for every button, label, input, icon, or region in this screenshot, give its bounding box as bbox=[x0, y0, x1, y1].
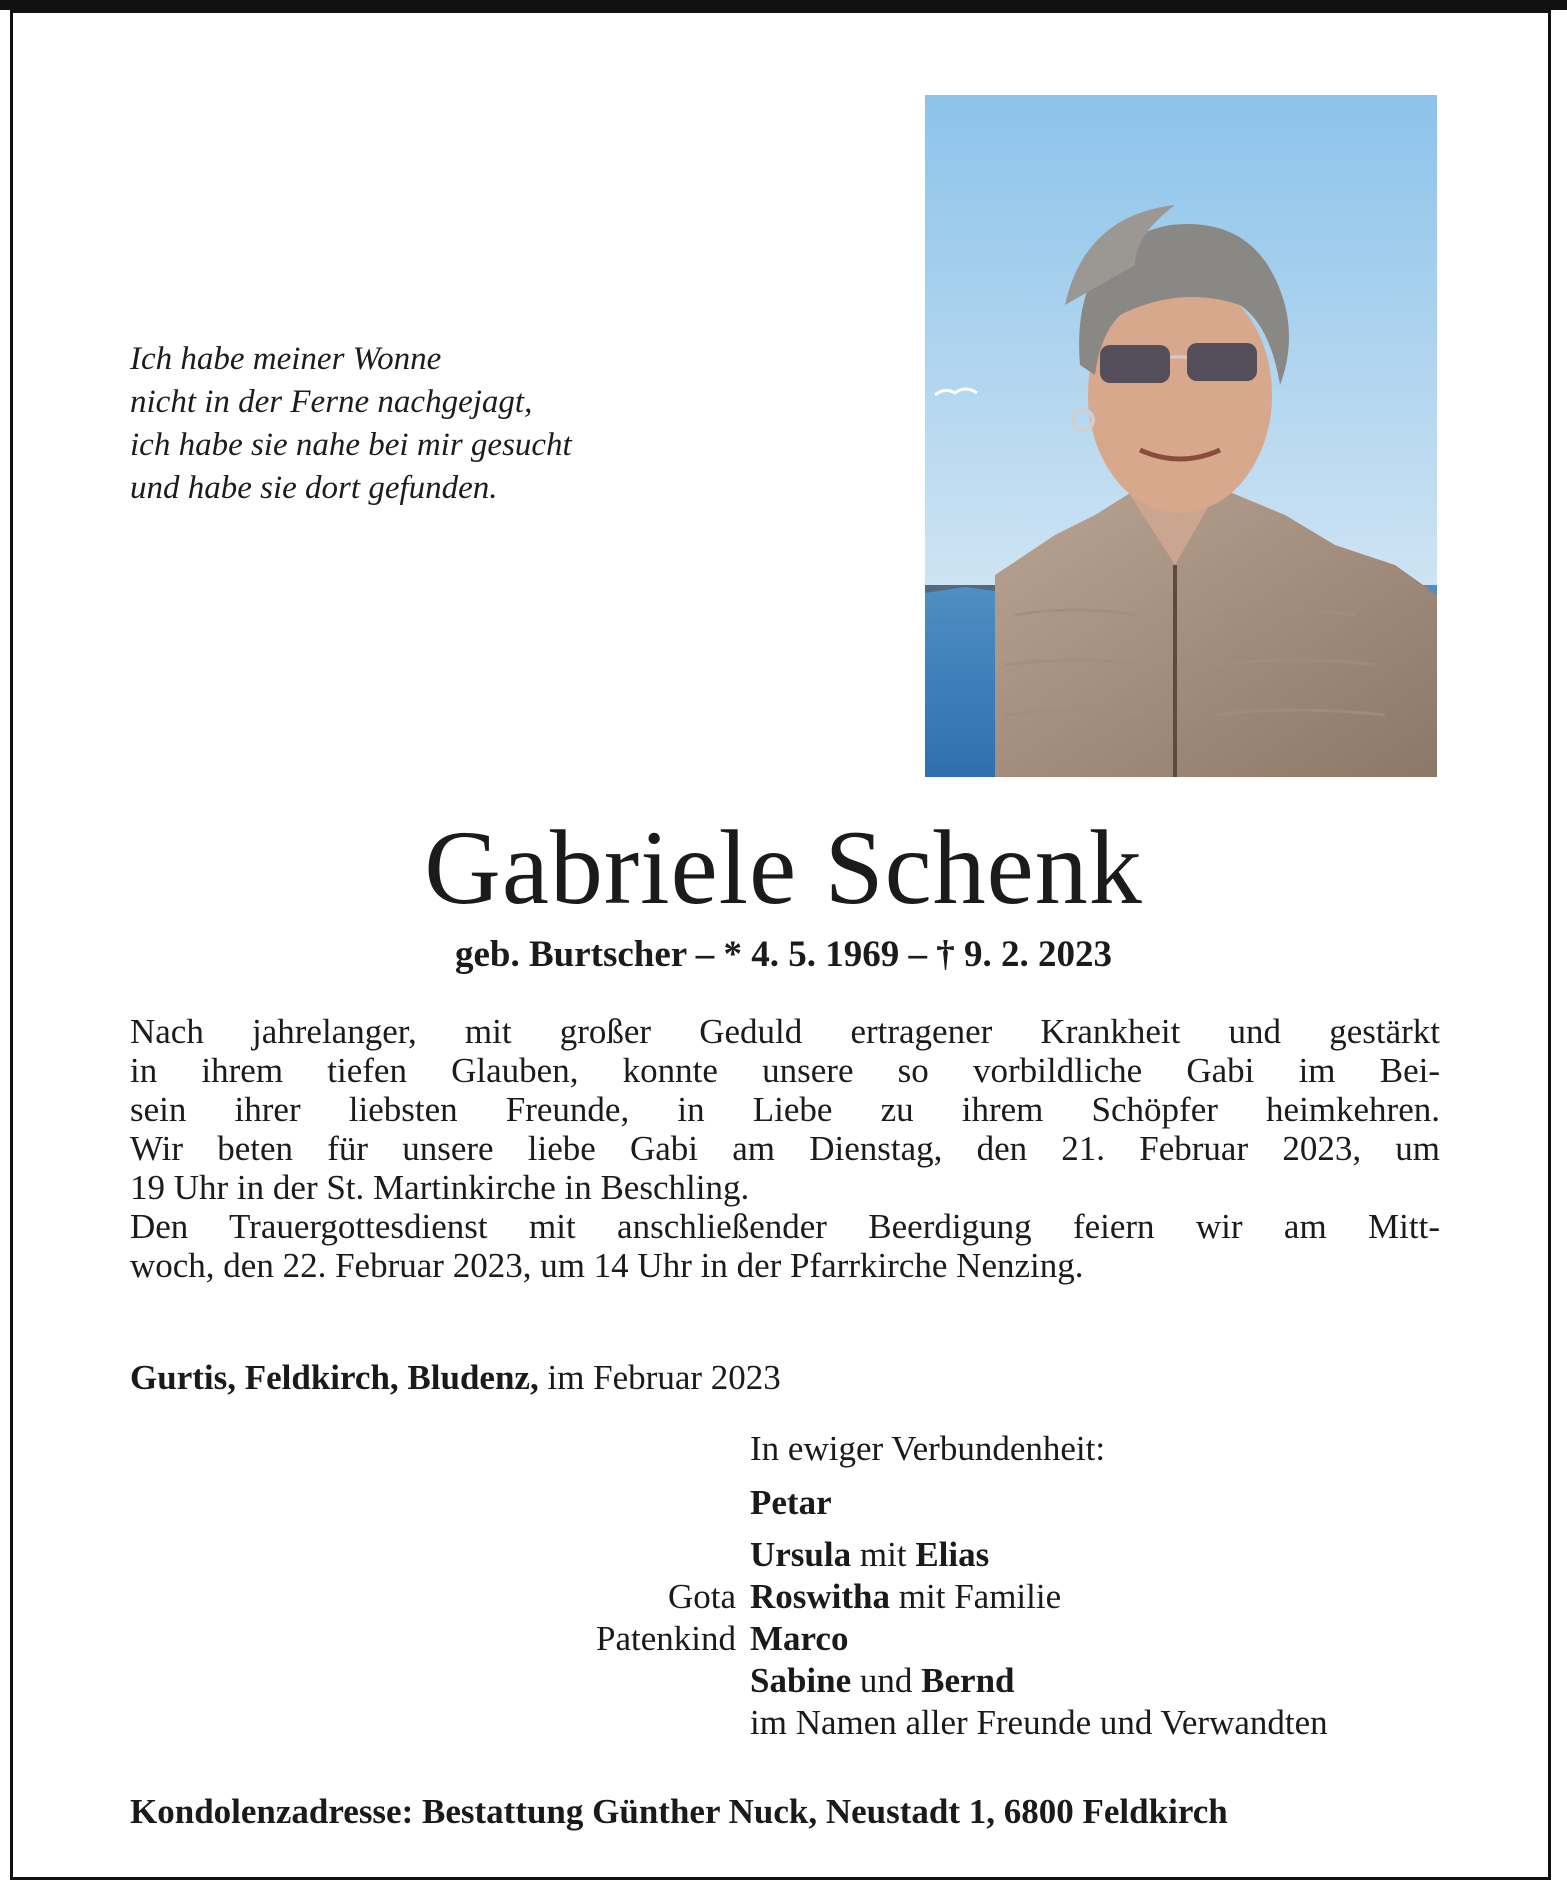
text-line: woch, den 22. Februar 2023, um 14 Uhr in der Pfarrkirche Nenzing. bbox=[130, 1246, 1084, 1285]
text-line: 19 Uhr in der St. Martinkirche in Beschling. bbox=[130, 1168, 750, 1207]
connector-mit-familie: mit Familie bbox=[898, 1577, 1062, 1616]
poem-line: nicht in der Ferne nachgejagt, bbox=[130, 384, 533, 420]
text-line: in ihrem tiefen Glauben, konnte unsere so vorbildliche Gabi im Bei- bbox=[130, 1051, 1440, 1090]
poem bbox=[130, 338, 572, 510]
text-line: Nach jahrelanger, mit großer Geduld ertragener Krankheit und gestärkt bbox=[130, 1012, 1440, 1051]
signer-elias: Elias bbox=[915, 1535, 990, 1574]
connector-mit: mit bbox=[859, 1535, 907, 1574]
birth-death-line: geb. Burtscher – * 4. 5. 1969 – † 9. 2. 2023 bbox=[454, 934, 1113, 975]
signer-sabine: Sabine bbox=[750, 1661, 852, 1700]
text-line: Den Trauergottesdienst mit anschließender Beerdigung feiern wir am Mitt- bbox=[130, 1207, 1440, 1246]
place-date-text: im Februar 2023 bbox=[547, 1358, 781, 1397]
label-patenkind: Patenkind bbox=[596, 1619, 736, 1658]
condolence-address: Kondolenzadresse: Bestattung Günther Nuck, Neustadt 1, 6800 Feldkirch bbox=[130, 1792, 1228, 1831]
text-line: sein ihrer liebsten Freunde, in Liebe zu ihrem Schöpfer heimkehren. bbox=[130, 1090, 1440, 1129]
signer-petar: Petar bbox=[750, 1483, 832, 1522]
signature-block bbox=[130, 1428, 1470, 1744]
place-towns: Gurtis, Feldkirch, Bludenz, bbox=[130, 1358, 539, 1397]
signer-roswitha: Roswitha bbox=[750, 1577, 891, 1616]
signer-marco: Marco bbox=[750, 1619, 849, 1658]
signer-ursula: Ursula bbox=[750, 1535, 852, 1574]
signature-intro: In ewiger Verbundenheit: bbox=[750, 1429, 1106, 1468]
poem-line: ich habe sie nahe bei mir gesucht bbox=[130, 427, 572, 463]
poem-line: Ich habe meiner Wonne bbox=[130, 341, 442, 377]
signature-closing: im Namen aller Freunde und Verwandten bbox=[750, 1703, 1328, 1742]
deceased-name: Gabriele Schenk bbox=[424, 809, 1143, 926]
portrait-photo bbox=[925, 95, 1437, 777]
announcement-text bbox=[130, 1012, 1440, 1285]
connector-und: und bbox=[859, 1661, 913, 1700]
place-date bbox=[130, 1356, 781, 1400]
poem-line: und habe sie dort gefunden. bbox=[130, 470, 498, 506]
signer-bernd: Bernd bbox=[921, 1661, 1015, 1700]
label-gota: Gota bbox=[667, 1577, 736, 1616]
text-line: Wir beten für unsere liebe Gabi am Dienstag, den 21. Februar 2023, um bbox=[130, 1129, 1440, 1168]
